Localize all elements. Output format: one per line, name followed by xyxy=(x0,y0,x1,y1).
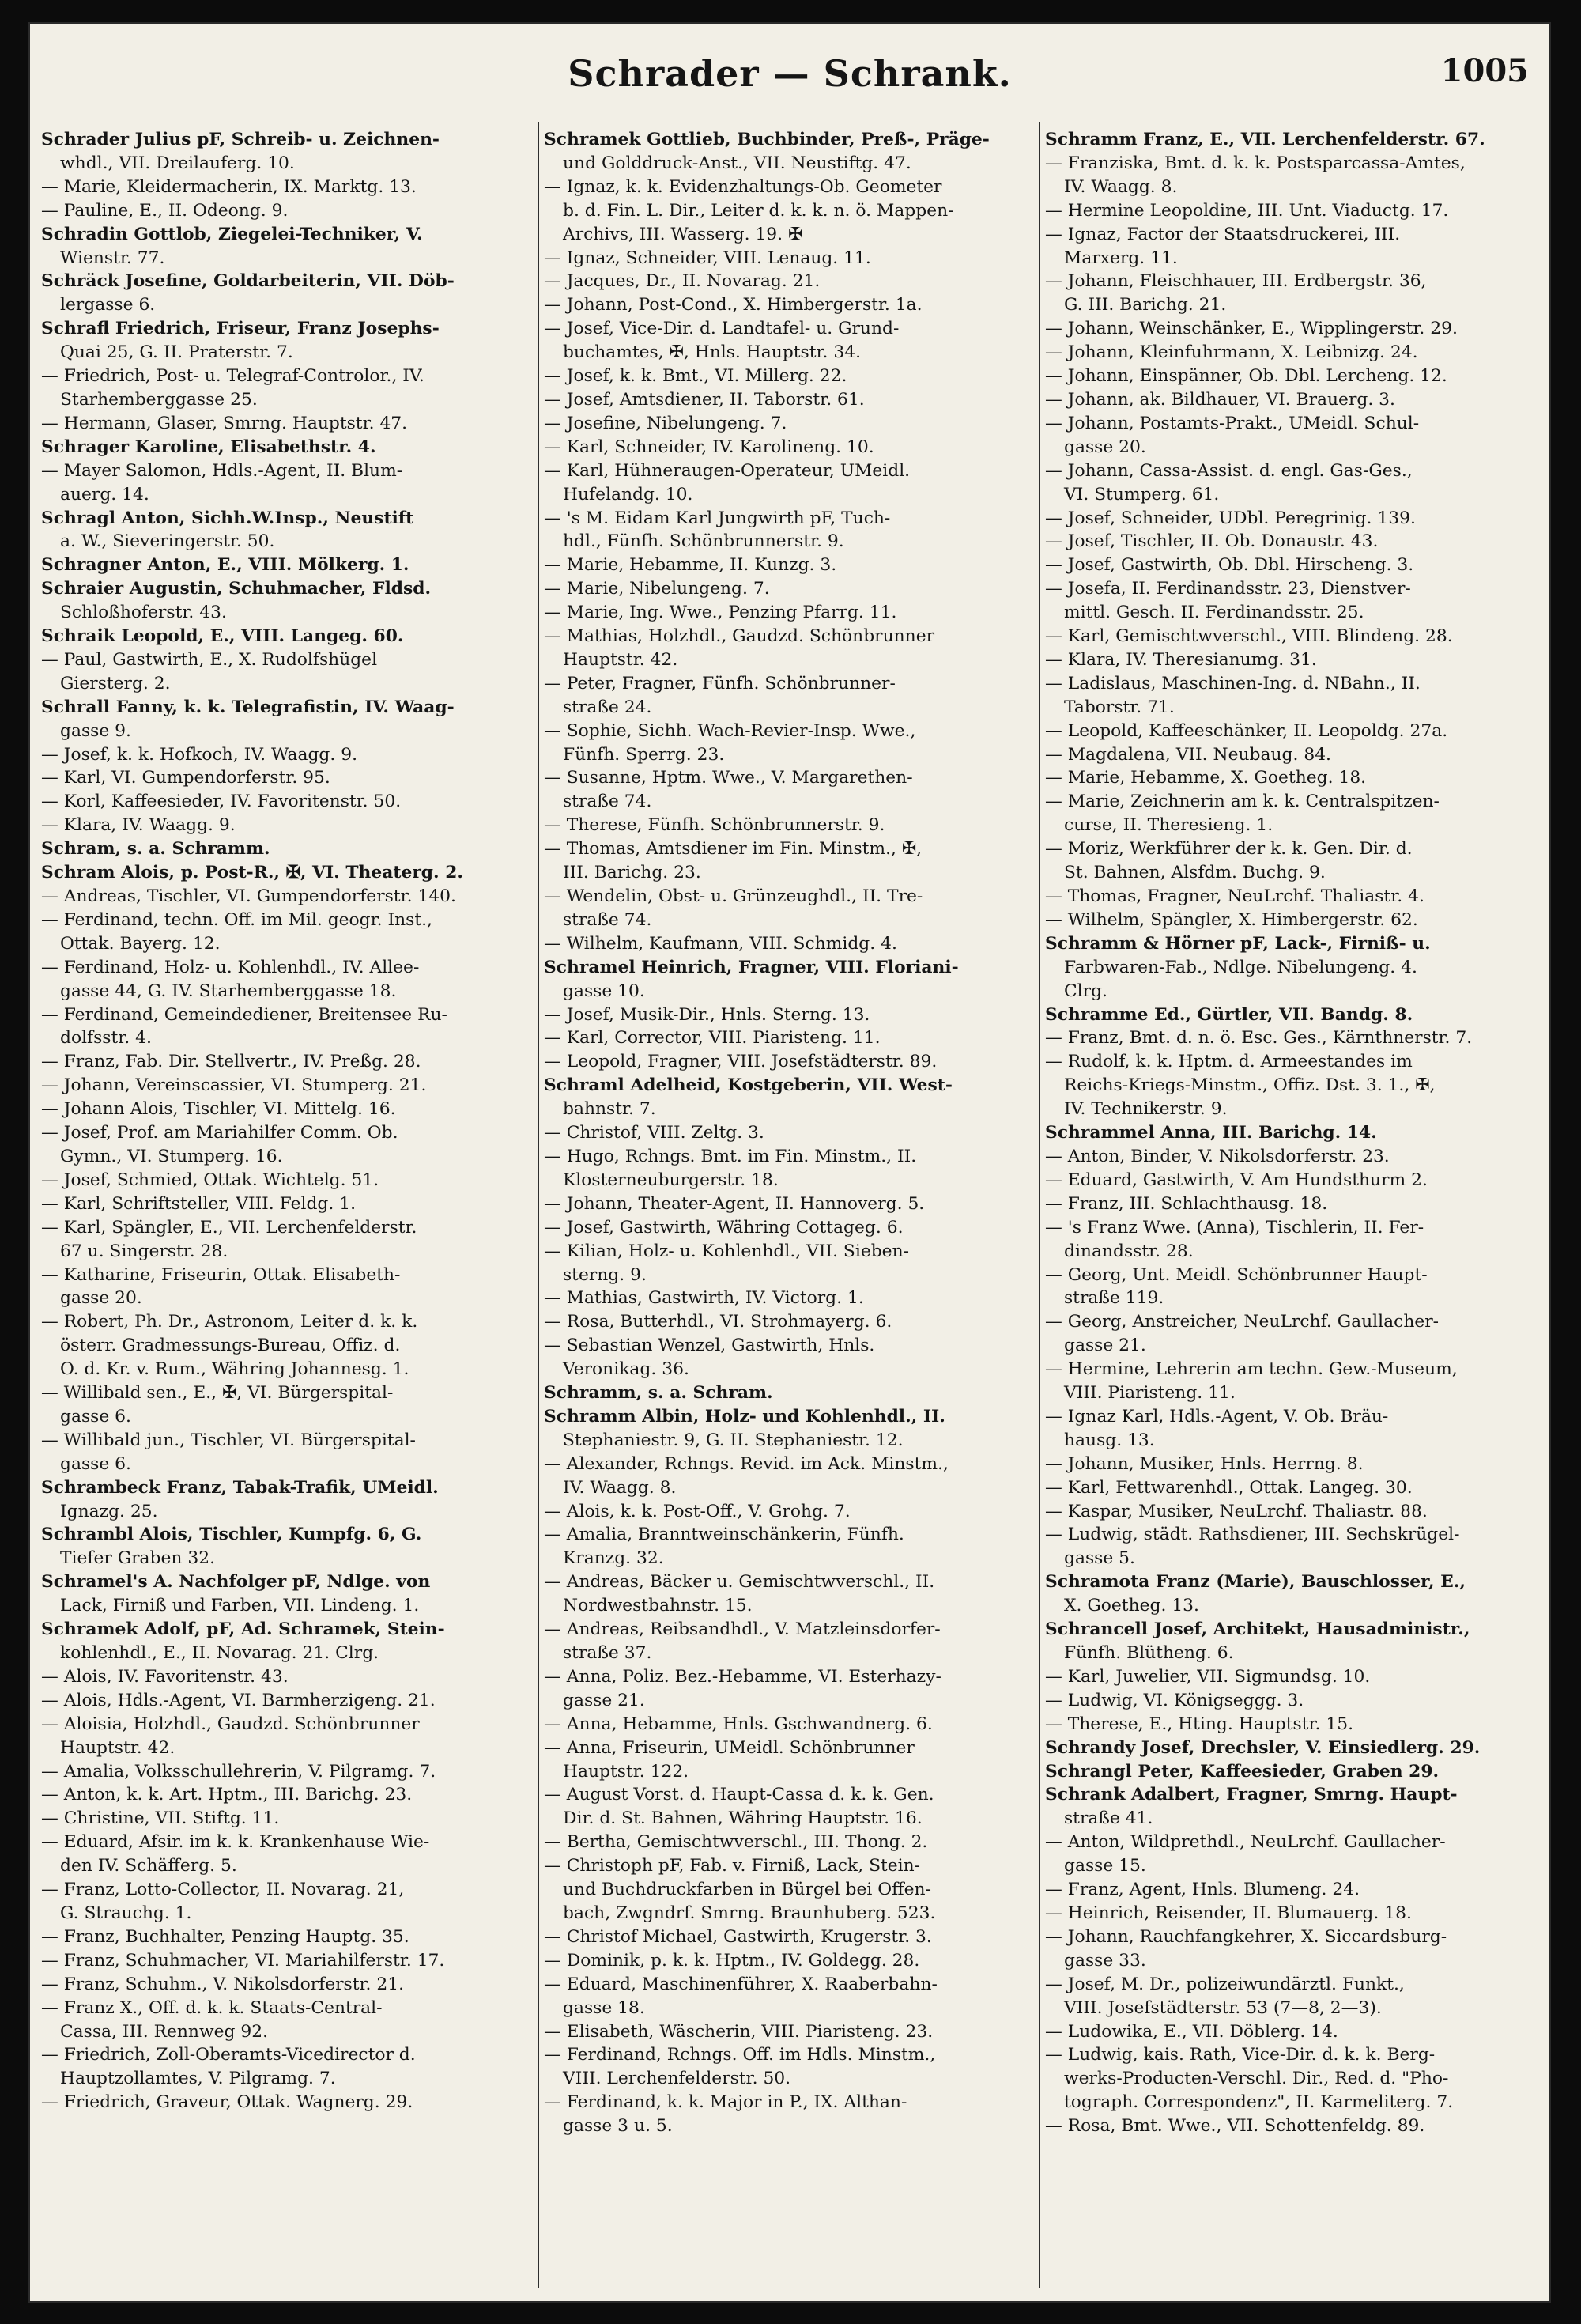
entry-line: — Johann, Cassa-Assist. d. engl. Gas-Ges., xyxy=(1045,460,1413,481)
entry-continuation-line: IV. Waagg. 8. xyxy=(1064,176,1178,197)
entry-line: — Johann, Fleischhauer, III. Erdbergstr. 36, xyxy=(1045,271,1427,292)
entry-line: — Kaspar, Musiker, NeuLrchf. Thaliastr. 88. xyxy=(1045,1501,1428,1521)
entry-line: — Marie, Hebamme, II. Kunzg. 3. xyxy=(544,555,837,576)
entry-line: — Anton, Binder, V. Nikolsdorferstr. 23. xyxy=(1045,1146,1390,1166)
column-2 xyxy=(544,128,1034,2287)
entry-line: — Franziska, Bmt. d. k. k. Postsparcassa-Amtes, xyxy=(1045,153,1466,173)
entry-surname-line: Schramek Gottlieb, Buchbinder, Preß-, Präge- xyxy=(544,130,990,149)
entry-continuation-line: curse, II. Theresieng. 1. xyxy=(1064,815,1273,836)
entry-continuation-line: gasse 9. xyxy=(60,720,131,741)
entry-continuation-line: gasse 6. xyxy=(60,1406,131,1427)
entry-line: — Therese, E., Hting. Hauptstr. 15. xyxy=(1045,1714,1353,1734)
entry-continuation-line: gasse 3 u. 5. xyxy=(563,2116,673,2137)
entry-line: — Franz, Agent, Hnls. Blumeng. 24. xyxy=(1045,1880,1360,1900)
entry-continuation-line: bach, Zwgndrf. Smrng. Braunhuberg. 523. xyxy=(563,1903,936,1923)
entry-line: — Anna, Hebamme, Hnls. Gschwandnerg. 6. xyxy=(544,1714,933,1734)
entry-line: — Hermine Leopoldine, III. Unt. Viaductg. 17. xyxy=(1045,200,1449,221)
entry-line: — Georg, Unt. Meidl. Schönbrunner Haupt- xyxy=(1045,1264,1428,1285)
entry-line: — Christof Michael, Gastwirth, Krugerstr. 3. xyxy=(544,1926,932,1947)
entry-line: — Johann Alois, Tischler, VI. Mittelg. 16. xyxy=(41,1099,396,1120)
entry-line: — Dominik, p. k. k. Hptm., IV. Goldegg. 28. xyxy=(544,1950,920,1971)
entry-line: — Leopold, Fragner, VIII. Josefstädterstr. 89. xyxy=(544,1052,938,1072)
entry-surname-line: Schrammel Anna, III. Barichg. 14. xyxy=(1045,1123,1377,1143)
entry-surname-line: Schrader Julius pF, Schreib- u. Zeichnen- xyxy=(41,130,440,149)
entry-line: — Hugo, Rchngs. Bmt. im Fin. Minstm., II. xyxy=(544,1146,917,1166)
entry-continuation-line: gasse 20. xyxy=(1064,436,1146,457)
entry-line: — Magdalena, VII. Neubaug. 84. xyxy=(1045,744,1331,765)
entry-line: — Rosa, Butterhdl., VI. Strohmayerg. 6. xyxy=(544,1312,892,1332)
entry-line: — Klara, IV. Theresianumg. 31. xyxy=(1045,649,1317,670)
entry-continuation-line: Ottak. Bayerg. 12. xyxy=(60,933,221,954)
entry-line: — 's Franz Wwe. (Anna), Tischlerin, II. Fer- xyxy=(1045,1217,1424,1238)
entry-line: — Moriz, Werkführer der k. k. Gen. Dir. d. xyxy=(1045,839,1413,860)
entry-line: — Franz X., Off. d. k. k. Staats-Central- xyxy=(41,1997,383,2018)
entry-line: — Ignaz, k. k. Evidenzhaltungs-Ob. Geometer xyxy=(544,176,942,197)
entry-surname-line: Schrancell Josef, Architekt, Hausadministr., xyxy=(1045,1619,1470,1640)
entry-line: — Marie, Hebamme, X. Goetheg. 18. xyxy=(1045,768,1367,788)
entry-line: — Karl, Schneider, IV. Karolineng. 10. xyxy=(544,436,874,457)
entry-line: — Willibald jun., Tischler, VI. Bürgerspital- xyxy=(41,1430,416,1450)
column-1 xyxy=(41,128,533,2287)
entry-surname-line: Schramota Franz (Marie), Bauschlosser, E., xyxy=(1045,1572,1466,1593)
entry-surname-line: Schramek Adolf, pF, Ad. Schramek, Stein- xyxy=(41,1619,445,1640)
entry-line: — Ignaz, Schneider, VIII. Lenaug. 11. xyxy=(544,248,871,268)
entry-continuation-line: G. III. Barichg. 21. xyxy=(1064,295,1227,316)
entry-continuation-line: straße 74. xyxy=(563,909,652,930)
entry-continuation-line: IV. Technikerstr. 9. xyxy=(1064,1099,1228,1120)
page-header xyxy=(30,24,1549,111)
entry-continuation-line: gasse 20. xyxy=(60,1288,142,1309)
entry-surname-line: Schramm Franz, E., VII. Lerchenfelderstr. 67. xyxy=(1045,130,1485,149)
entry-continuation-line: Marxerg. 11. xyxy=(1064,248,1178,268)
entry-continuation-line: Taborstr. 71. xyxy=(1064,697,1175,717)
entry-line: — Hermine, Lehrerin am techn. Gew.-Museum, xyxy=(1045,1359,1458,1380)
entry-line: — Pauline, E., II. Odeong. 9. xyxy=(41,200,289,221)
entry-line: — Josef, Tischler, II. Ob. Donaustr. 43. xyxy=(1045,531,1379,552)
entry-continuation-line: buchamtes, ✠, Hnls. Hauptstr. 34. xyxy=(563,342,862,363)
entry-continuation-line: und Buchdruckfarben in Bürgel bei Offen- xyxy=(563,1880,931,1900)
entry-line: — Eduard, Afsir. im k. k. Krankenhause Wie- xyxy=(41,1832,430,1853)
entry-surname-line: Schrandy Josef, Drechsler, V. Einsiedlerg. 29. xyxy=(1045,1737,1481,1758)
entry-line: — Josef, Gastwirth, Ob. Dbl. Hirscheng. 3. xyxy=(1045,555,1414,576)
entry-line: — Georg, Anstreicher, NeuLrchf. Gaullacher- xyxy=(1045,1312,1440,1332)
entry-surname-line: Schraml Adelheid, Kostgeberin, VII. West- xyxy=(544,1075,953,1096)
entry-line: — Johann, Post-Cond., X. Himbergerstr. 1a. xyxy=(544,295,923,316)
entry-line: — Wendelin, Obst- u. Grünzeughdl., II. Tre- xyxy=(544,886,923,906)
entry-continuation-line: a. W., Sieveringerstr. 50. xyxy=(60,531,275,552)
entry-line: — Paul, Gastwirth, E., X. Rudolfshügel xyxy=(41,649,378,670)
entry-continuation-line: Hauptzollamtes, V. Pilgramg. 7. xyxy=(60,2069,336,2089)
entry-continuation-line: G. Strauchg. 1. xyxy=(60,1903,192,1923)
entry-continuation-line: mittl. Gesch. II. Ferdinandsstr. 25. xyxy=(1064,603,1364,623)
entry-line: — Josef, Gastwirth, Währing Cottageg. 6. xyxy=(544,1217,904,1238)
entry-surname-line: Schramm, s. a. Schram. xyxy=(544,1383,773,1404)
entry-continuation-line: österr. Gradmessungs-Bureau, Offiz. d. xyxy=(60,1336,401,1356)
entry-continuation-line: Kranzg. 32. xyxy=(563,1548,664,1569)
entry-line: — Karl, Schriftsteller, VIII. Feldg. 1. xyxy=(41,1193,357,1214)
entry-continuation-line: Fünfh. Blütheng. 6. xyxy=(1064,1643,1234,1663)
entry-continuation-line: Hauptstr. 42. xyxy=(563,649,678,670)
entry-line: — Alexander, Rchngs. Revid. im Ack. Minstm., xyxy=(544,1453,949,1474)
entry-line: — Ignaz Karl, Hdls.-Agent, V. Ob. Bräu- xyxy=(1045,1406,1389,1427)
entry-line: — Sophie, Sichh. Wach-Revier-Insp. Wwe., xyxy=(544,720,916,741)
entry-line: — Alois, Hdls.-Agent, VI. Barmherzigeng. 21. xyxy=(41,1690,436,1710)
entry-surname-line: Schraik Leopold, E., VIII. Langeg. 60. xyxy=(41,626,404,647)
entry-continuation-line: 67 u. Singerstr. 28. xyxy=(60,1241,228,1261)
entry-continuation-line: Wienstr. 77. xyxy=(60,248,165,268)
entry-line: — Willibald sen., E., ✠, VI. Bürgerspital- xyxy=(41,1383,394,1404)
entry-line: — Karl, Juwelier, VII. Sigmundsg. 10. xyxy=(1045,1666,1371,1687)
entry-continuation-line: VIII. Piaristeng. 11. xyxy=(1064,1383,1236,1404)
entry-continuation-line: Tiefer Graben 32. xyxy=(60,1548,216,1569)
entry-continuation-line: gasse 18. xyxy=(563,1997,645,2018)
entry-line: — Johann, Rauchfangkehrer, X. Siccardsburg- xyxy=(1045,1926,1447,1947)
entry-line: — Korl, Kaffeesieder, IV. Favoritenstr. 50. xyxy=(41,792,402,812)
entry-line: — Katharine, Friseurin, Ottak. Elisabeth- xyxy=(41,1264,401,1285)
entry-continuation-line: hdl., Fünfh. Schönbrunnerstr. 9. xyxy=(563,531,844,552)
entry-line: — Josef, k. k. Bmt., VI. Millerg. 22. xyxy=(544,366,847,387)
entry-continuation-line: straße 41. xyxy=(1064,1808,1153,1829)
entry-line: — Franz, Fab. Dir. Stellvertr., IV. Preßg. 28. xyxy=(41,1052,421,1072)
entry-line: — Josef, Amtsdiener, II. Taborstr. 61. xyxy=(544,389,865,410)
entry-line: — Ludwig, VI. Königseggg. 3. xyxy=(1045,1690,1304,1710)
entry-continuation-line: Farbwaren-Fab., Ndlge. Nibelungeng. 4. xyxy=(1064,957,1417,977)
entry-line: — Christof, VIII. Zeltg. 3. xyxy=(544,1123,764,1143)
entry-line: — Peter, Fragner, Fünfh. Schönbrunner- xyxy=(544,673,896,693)
entry-surname-line: Schrangl Peter, Kaffeesieder, Graben 29. xyxy=(1045,1761,1440,1782)
entry-line: — Johann, Theater-Agent, II. Hannoverg. 5. xyxy=(544,1193,925,1214)
entry-continuation-line: Cassa, III. Rennweg 92. xyxy=(60,2021,269,2042)
entry-continuation-line: Reichs-Kriegs-Minstm., Offiz. Dst. 3. 1., ✠, xyxy=(1064,1075,1436,1096)
entry-continuation-line: auerg. 14. xyxy=(60,484,149,504)
entry-line: — Ludowika, E., VII. Döblerg. 14. xyxy=(1045,2021,1338,2042)
entry-surname-line: Schragl Anton, Sichh.W.Insp., Neustift xyxy=(41,508,414,528)
entry-line: — Ignaz, Factor der Staatsdruckerei, III. xyxy=(1045,224,1401,244)
entry-line: — Ladislaus, Maschinen-Ing. d. NBahn., II. xyxy=(1045,673,1421,693)
entry-continuation-line: den IV. Schäfferg. 5. xyxy=(60,1856,237,1876)
entry-line: — Kilian, Holz- u. Kohlenhdl., VII. Sieben- xyxy=(544,1241,909,1261)
entry-continuation-line: Giersterg. 2. xyxy=(60,673,171,693)
entry-surname-line: Schram Alois, p. Post-R., ✠, VI. Theaterg. 2. xyxy=(41,863,463,883)
entry-surname-line: Schrambl Alois, Tischler, Kumpfg. 6, G. xyxy=(41,1525,422,1545)
entry-line: — Anton, Wildprethdl., NeuLrchf. Gaullacher- xyxy=(1045,1832,1446,1853)
entry-continuation-line: O. d. Kr. v. Rum., Währing Johannesg. 1. xyxy=(60,1359,409,1380)
entry-continuation-line: whdl., VII. Dreilauferg. 10. xyxy=(60,153,295,173)
entry-line: — Franz, III. Schlachthausg. 18. xyxy=(1045,1193,1328,1214)
entry-line: — Rosa, Bmt. Wwe., VII. Schottenfeldg. 89. xyxy=(1045,2116,1425,2137)
entry-line: — Friedrich, Graveur, Ottak. Wagnerg. 29. xyxy=(41,2092,413,2113)
entry-surname-line: Schramm Albin, Holz- und Kohlenhdl., II. xyxy=(544,1406,945,1427)
entry-line: — Josefine, Nibelungeng. 7. xyxy=(544,413,787,433)
entry-line: — August Vorst. d. Haupt-Cassa d. k. k. Gen. xyxy=(544,1785,934,1805)
entry-continuation-line: straße 74. xyxy=(563,792,652,812)
entry-surname-line: Schrafl Friedrich, Friseur, Franz Josephs- xyxy=(41,319,440,339)
entry-continuation-line: Quai 25, G. II. Praterstr. 7. xyxy=(60,342,293,363)
entry-continuation-line: gasse 33. xyxy=(1064,1950,1146,1971)
entry-line: — Jacques, Dr., II. Novarag. 21. xyxy=(544,271,821,292)
column-divider-left xyxy=(538,122,539,2288)
entry-line: — Johann, Kleinfuhrmann, X. Leibnizg. 24. xyxy=(1045,342,1418,363)
entry-line: — Johann, Weinschänker, E., Wipplingerstr. 29. xyxy=(1045,319,1458,339)
entry-continuation-line: Gymn., VI. Stumperg. 16. xyxy=(60,1146,283,1166)
entry-line: — Wilhelm, Spängler, X. Himbergerstr. 62. xyxy=(1045,909,1418,930)
entry-line: — Ferdinand, k. k. Major in P., IX. Althan- xyxy=(544,2092,907,2113)
entry-surname-line: Schramel Heinrich, Fragner, VIII. Floriani- xyxy=(544,957,959,977)
entry-line: — Ferdinand, Holz- u. Kohlenhdl., IV. Allee- xyxy=(41,957,420,977)
entry-line: — Thomas, Amtsdiener im Fin. Minstm., ✠, xyxy=(544,839,923,860)
entry-continuation-line: gasse 5. xyxy=(1064,1548,1135,1569)
entry-continuation-line: Nordwestbahnstr. 15. xyxy=(563,1596,753,1616)
entry-line: — Josef, Musik-Dir., Hnls. Sterng. 13. xyxy=(544,1004,870,1025)
entry-line: — Hermann, Glaser, Smrng. Hauptstr. 47. xyxy=(41,413,408,433)
entry-continuation-line: VI. Stumperg. 61. xyxy=(1064,484,1220,504)
entry-line: — Josef, M. Dr., polizeiwundärztl. Funkt., xyxy=(1045,1974,1405,1994)
entry-line: — Karl, Corrector, VIII. Piaristeng. 11. xyxy=(544,1028,881,1049)
entry-line: — Anna, Friseurin, UMeidl. Schönbrunner xyxy=(544,1737,915,1758)
entry-continuation-line: Archivs, III. Wasserg. 19. ✠ xyxy=(563,224,803,244)
entry-line: — Josefa, II. Ferdinandsstr. 23, Dienstver- xyxy=(1045,579,1411,599)
entry-line: — Alois, IV. Favoritenstr. 43. xyxy=(41,1666,289,1687)
entry-line: — Johann, ak. Bildhauer, VI. Brauerg. 3. xyxy=(1045,389,1395,410)
entry-line: — Sebastian Wenzel, Gastwirth, Hnls. xyxy=(544,1336,875,1356)
entry-line: — Amalia, Branntweinschänkerin, Fünfh. xyxy=(544,1525,904,1545)
page-number: 1005 xyxy=(1440,52,1529,89)
entry-surname-line: Schrager Karoline, Elisabethstr. 4. xyxy=(41,436,376,457)
entry-line: — Klara, IV. Waagg. 9. xyxy=(41,815,236,836)
entry-continuation-line: gasse 21. xyxy=(563,1690,645,1710)
entry-line: — Eduard, Gastwirth, V. Am Hundsthurm 2. xyxy=(1045,1170,1428,1190)
entry-surname-line: Schramel's A. Nachfolger pF, Ndlge. von xyxy=(41,1572,431,1593)
entry-line: — Ludwig, kais. Rath, Vice-Dir. d. k. k. Berg- xyxy=(1045,2045,1436,2065)
entry-continuation-line: straße 37. xyxy=(563,1643,652,1663)
entry-continuation-line: gasse 10. xyxy=(563,981,645,1001)
entry-continuation-line: VIII. Josefstädterstr. 53 (7—8, 2—3). xyxy=(1064,1997,1382,2018)
entry-surname-line: Schramme Ed., Gürtler, VII. Bandg. 8. xyxy=(1045,1004,1413,1025)
entry-surname-line: Schräck Josefine, Goldarbeiterin, VII. Döb- xyxy=(41,271,455,292)
entry-line: — Karl, Gemischtwverschl., VIII. Blindeng. 28. xyxy=(1045,626,1453,647)
entry-continuation-line: VIII. Lerchenfelderstr. 50. xyxy=(563,2069,791,2089)
entry-line: — Bertha, Gemischtwverschl., III. Thong. 2. xyxy=(544,1832,928,1853)
running-head: Schrader — Schrank. xyxy=(568,52,1012,95)
entry-continuation-line: gasse 15. xyxy=(1064,1856,1146,1876)
entry-line: — Andreas, Reibsandhdl., V. Matzleinsdorfer- xyxy=(544,1619,941,1640)
entry-continuation-line: Schloßhoferstr. 43. xyxy=(60,603,227,623)
entry-line: — Karl, Fettwarenhdl., Ottak. Langeg. 30. xyxy=(1045,1477,1413,1498)
entry-line: — Anna, Poliz. Bez.-Hebamme, VI. Esterhazy- xyxy=(544,1666,941,1687)
entry-line: — Marie, Nibelungeng. 7. xyxy=(544,579,770,599)
entry-continuation-line: Dir. d. St. Bahnen, Währing Hauptstr. 16. xyxy=(563,1808,923,1829)
entry-line: — Ferdinand, techn. Off. im Mil. geogr. Inst., xyxy=(41,909,432,930)
entry-line: — Mayer Salomon, Hdls.-Agent, II. Blum- xyxy=(41,460,403,481)
entry-continuation-line: Hauptstr. 122. xyxy=(563,1761,689,1782)
entry-continuation-line: dolfsstr. 4. xyxy=(60,1028,152,1049)
entry-continuation-line: St. Bahnen, Alsfdm. Buchg. 9. xyxy=(1064,863,1326,883)
entry-line: — Friedrich, Post- u. Telegraf-Controlor., IV. xyxy=(41,366,424,387)
entry-line: — Ferdinand, Gemeindediener, Breitensee Ru- xyxy=(41,1004,447,1025)
entry-line: — Eduard, Maschinenführer, X. Raaberbahn- xyxy=(544,1974,938,1994)
entry-continuation-line: Starhemberggasse 25. xyxy=(60,389,258,410)
entry-continuation-line: b. d. Fin. L. Dir., Leiter d. k. k. n. ö. Mappen- xyxy=(563,200,954,221)
entry-line: — Wilhelm, Kaufmann, VIII. Schmidg. 4. xyxy=(544,933,897,954)
entry-continuation-line: Clrg. xyxy=(1064,981,1107,1001)
entry-line: — Susanne, Hptm. Wwe., V. Margarethen- xyxy=(544,768,913,788)
entry-continuation-line: straße 24. xyxy=(563,697,652,717)
entry-continuation-line: dinandsstr. 28. xyxy=(1064,1241,1194,1261)
entry-line: — Ferdinand, Rchngs. Off. im Hdls. Minstm., xyxy=(544,2045,936,2065)
entry-surname-line: Schragner Anton, E., VIII. Mölkerg. 1. xyxy=(41,555,409,576)
entry-line: — Josef, Vice-Dir. d. Landtafel- u. Grund- xyxy=(544,319,900,339)
entry-line: — Franz, Bmt. d. n. ö. Esc. Ges., Kärnthnerstr. 7. xyxy=(1045,1028,1473,1049)
entry-continuation-line: gasse 21. xyxy=(1064,1336,1146,1356)
entry-line: — Andreas, Tischler, VI. Gumpendorferstr. 140. xyxy=(41,886,456,906)
entry-line: — Ludwig, städt. Rathsdiener, III. Sechskrügel- xyxy=(1045,1525,1460,1545)
entry-continuation-line: straße 119. xyxy=(1064,1288,1164,1309)
entry-surname-line: Schram, s. a. Schramm. xyxy=(41,839,270,860)
entry-continuation-line: X. Goetheg. 13. xyxy=(1064,1596,1199,1616)
entry-line: — Heinrich, Reisender, II. Blumauerg. 18. xyxy=(1045,1903,1412,1923)
entry-continuation-line: Hufelandg. 10. xyxy=(563,484,693,504)
entry-line: — Josef, Prof. am Mariahilfer Comm. Ob. xyxy=(41,1123,398,1143)
entry-line: — Aloisia, Holzhdl., Gaudzd. Schönbrunner xyxy=(41,1714,420,1734)
column-divider-right xyxy=(1039,122,1040,2288)
entry-surname-line: Schraier Augustin, Schuhmacher, Fldsd. xyxy=(41,579,432,599)
entry-continuation-line: und Golddruck-Anst., VII. Neustiftg. 47. xyxy=(563,153,911,173)
column-3 xyxy=(1045,128,1540,2287)
entry-line: — Karl, Spängler, E., VII. Lerchenfelderstr. xyxy=(41,1217,417,1238)
entry-line: — Franz, Schuhmacher, VI. Mariahilferstr. 17. xyxy=(41,1950,445,1971)
entry-continuation-line: gasse 6. xyxy=(60,1453,131,1474)
entry-line: — Johann, Musiker, Hnls. Herrng. 8. xyxy=(1045,1453,1364,1474)
entry-line: — Johann, Vereinscassier, VI. Stumperg. 21. xyxy=(41,1075,427,1096)
entry-line: — Christoph pF, Fab. v. Firniß, Lack, Stein- xyxy=(544,1856,921,1876)
entry-continuation-line: Veronikag. 36. xyxy=(563,1359,689,1380)
entry-line: — Josef, Schneider, UDbl. Peregrinig. 139. xyxy=(1045,508,1416,528)
entry-line: — Franz, Buchhalter, Penzing Hauptg. 35. xyxy=(41,1926,409,1947)
entry-line: — Leopold, Kaffeeschänker, II. Leopoldg. 27a. xyxy=(1045,720,1448,741)
entry-line: — Christine, VII. Stiftg. 11. xyxy=(41,1808,280,1829)
entry-continuation-line: III. Barichg. 23. xyxy=(563,863,701,883)
entry-continuation-line: Ignazg. 25. xyxy=(60,1501,158,1521)
entry-line: — Johann, Postamts-Prakt., UMeidl. Schul- xyxy=(1045,413,1420,433)
entry-line: — Thomas, Fragner, NeuLrchf. Thaliastr. 4. xyxy=(1045,886,1424,906)
entry-line: — Therese, Fünfh. Schönbrunnerstr. 9. xyxy=(544,815,885,836)
entry-continuation-line: IV. Waagg. 8. xyxy=(563,1477,677,1498)
entry-line: — Andreas, Bäcker u. Gemischtwverschl., II. xyxy=(544,1572,935,1593)
entry-surname-line: Schradin Gottlob, Ziegelei-Techniker, V. xyxy=(41,224,423,244)
entry-line: — Elisabeth, Wäscherin, VIII. Piaristeng. 23. xyxy=(544,2021,934,2042)
entry-line: — Josef, Schmied, Ottak. Wichtelg. 51. xyxy=(41,1170,379,1190)
entry-continuation-line: Stephaniestr. 9, G. II. Stephaniestr. 12. xyxy=(563,1430,904,1450)
entry-continuation-line: bahnstr. 7. xyxy=(563,1099,656,1120)
entry-line: — Marie, Kleidermacherin, IX. Marktg. 13. xyxy=(41,176,417,197)
entry-line: — Franz, Lotto-Collector, II. Novarag. 21, xyxy=(41,1880,405,1900)
entry-continuation-line: Hauptstr. 42. xyxy=(60,1737,175,1758)
entry-line: — Johann, Einspänner, Ob. Dbl. Lercheng. 12. xyxy=(1045,366,1447,387)
entry-continuation-line: gasse 44, G. IV. Starhemberggasse 18. xyxy=(60,981,397,1001)
entry-line: — Friedrich, Zoll-Oberamts-Vicedirector d. xyxy=(41,2045,416,2065)
entry-surname-line: Schrank Adalbert, Fragner, Smrng. Haupt- xyxy=(1045,1785,1458,1805)
entry-line: — Mathias, Holzhdl., Gaudzd. Schönbrunner xyxy=(544,626,935,647)
entry-line: — Robert, Ph. Dr., Astronom, Leiter d. k. k. xyxy=(41,1312,418,1332)
entry-line: — Mathias, Gastwirth, IV. Victorg. 1. xyxy=(544,1288,864,1309)
entry-line: — Amalia, Volksschullehrerin, V. Pilgramg. 7. xyxy=(41,1761,436,1782)
entry-line: — Rudolf, k. k. Hptm. d. Armeestandes im xyxy=(1045,1052,1413,1072)
entry-line: — Marie, Zeichnerin am k. k. Centralspitzen- xyxy=(1045,792,1440,812)
entry-continuation-line: hausg. 13. xyxy=(1064,1430,1155,1450)
entry-line: — Franz, Schuhm., V. Nikolsdorferstr. 21. xyxy=(41,1974,405,1994)
entry-continuation-line: Fünfh. Sperrg. 23. xyxy=(563,744,725,765)
entry-continuation-line: kohlenhdl., E., II. Novarag. 21. Clrg. xyxy=(60,1643,379,1663)
entry-continuation-line: tograph. Correspondenz", II. Karmeliterg. 7. xyxy=(1064,2092,1454,2113)
entry-line: — 's M. Eidam Karl Jungwirth pF, Tuch- xyxy=(544,508,891,528)
entry-line: — Karl, VI. Gumpendorferstr. 95. xyxy=(41,768,330,788)
entry-line: — Josef, k. k. Hofkoch, IV. Waagg. 9. xyxy=(41,744,358,765)
entry-line: — Marie, Ing. Wwe., Penzing Pfarrg. 11. xyxy=(544,603,897,623)
entry-continuation-line: Lack, Firniß und Farben, VII. Lindeng. 1. xyxy=(60,1596,420,1616)
entry-line: — Karl, Hühneraugen-Operateur, UMeidl. xyxy=(544,460,911,481)
entry-surname-line: Schrall Fanny, k. k. Telegrafistin, IV. Waag- xyxy=(41,697,455,717)
entry-continuation-line: werks-Producten-Verschl. Dir., Red. d. "Pho- xyxy=(1064,2069,1449,2089)
entry-line: — Alois, k. k. Post-Off., V. Grohg. 7. xyxy=(544,1501,851,1521)
entry-continuation-line: Klosterneuburgerstr. 18. xyxy=(563,1170,779,1190)
entry-line: — Anton, k. k. Art. Hptm., III. Barichg. 23. xyxy=(41,1785,413,1805)
directory-page xyxy=(30,24,1549,2301)
entry-surname-line: Schramm & Hörner pF, Lack-, Firniß- u. xyxy=(1045,933,1431,954)
entry-surname-line: Schrambeck Franz, Tabak-Trafik, UMeidl. xyxy=(41,1477,439,1498)
entry-continuation-line: lergasse 6. xyxy=(60,295,156,316)
entry-continuation-line: sterng. 9. xyxy=(563,1264,647,1285)
